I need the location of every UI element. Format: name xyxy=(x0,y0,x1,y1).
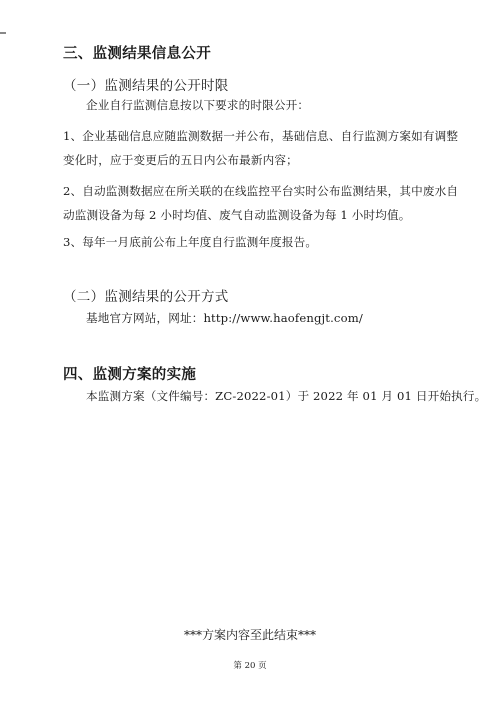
section-4-heading: 四、监测方案的实施 xyxy=(63,367,197,383)
list-item-2: 2、自动监测数据应在所关联的在线监控平台实时公布监测结果，其中废水自动监测设备为每 2 小时均值、废气自动监测设备为每 1 小时均值。 xyxy=(63,184,459,222)
margin-mark xyxy=(0,32,6,34)
page-number: 第 20 页 xyxy=(233,661,267,671)
subsection-1-heading: （一）监测结果的公开时限 xyxy=(63,78,229,94)
list-item-3: 3、每年一月底前公布上年度自行监测年度报告。 xyxy=(63,235,318,249)
section-3-heading: 三、监测结果信息公开 xyxy=(63,46,211,62)
list-item-1: 1、企业基础信息应随监测数据一并公布，基础信息、自行监测方案如有调整变化时，应于变更后的五日内公布最新内容； xyxy=(63,129,459,167)
end-marker: ***方案内容至此结束*** xyxy=(183,628,316,642)
implementation-paragraph: 本监测方案（文件编号：ZC-2022-01）于 2022 年 01 月 01 日开始执行。 xyxy=(86,389,487,403)
subsection-2-heading: （二）监测结果的公开方式 xyxy=(63,289,229,305)
intro-paragraph: 企业自行监测信息按以下要求的时限公开： xyxy=(86,98,310,112)
website-paragraph: 基地官方网站，网址：http://www.haofengjt.com/ xyxy=(86,311,363,325)
